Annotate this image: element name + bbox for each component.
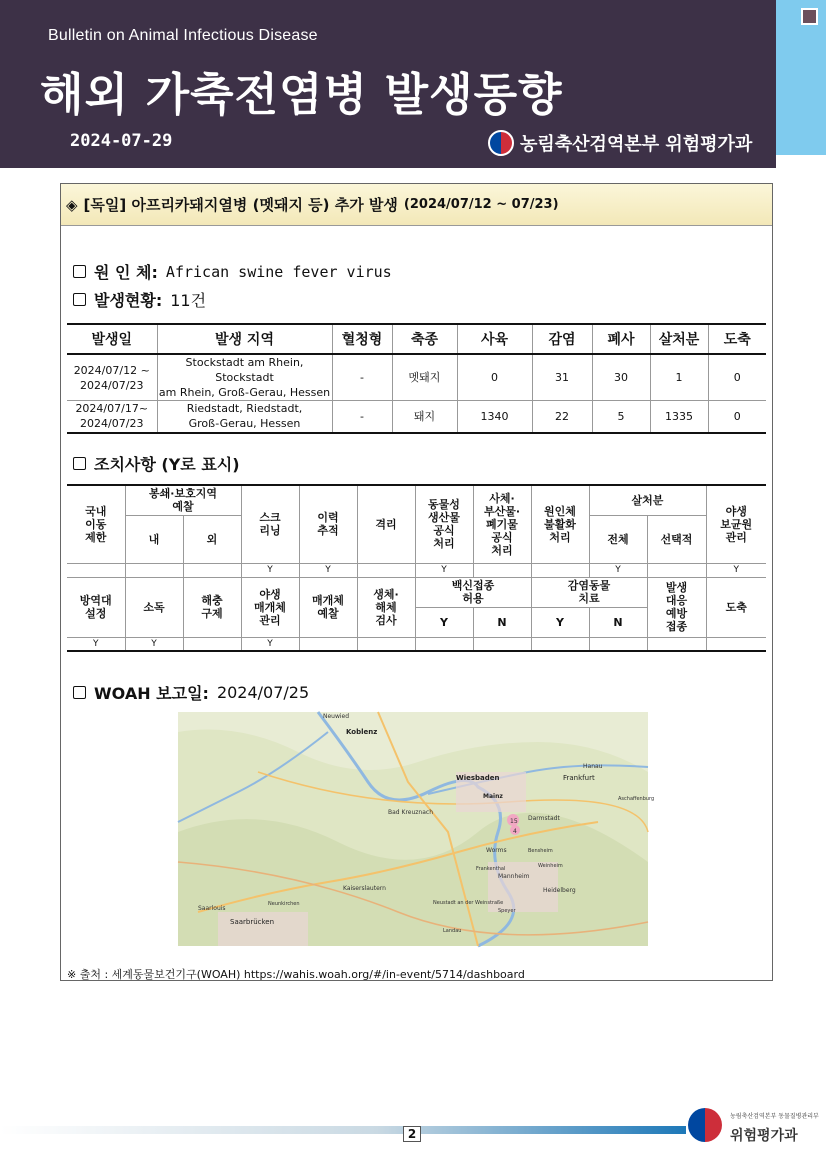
organization-name: 농림축산검역본부 위험평가과 (520, 134, 753, 155)
report-title-bar (61, 184, 772, 226)
checkbox-square-icon (73, 265, 86, 278)
map-city-label: Bensheim (528, 848, 553, 854)
page-number: 2 (403, 1126, 421, 1142)
organization (488, 130, 752, 156)
slaughtered-cell: 0 (708, 401, 766, 433)
measure-cell (299, 637, 357, 651)
column-header: 사육 (457, 324, 532, 354)
measure-cell: Y (706, 563, 766, 577)
header-zone-setting: 방역대 설정 (67, 577, 125, 637)
bulletin-subtitle: Bulletin on Animal Infectious Disease (48, 27, 318, 44)
culled-cell: 1335 (650, 401, 708, 433)
header-banner (0, 0, 776, 168)
footer-division: 위험평가과 (730, 1128, 798, 1144)
header-wild-vector: 야생 매개체 관리 (241, 577, 299, 637)
measure-cell (706, 637, 766, 651)
header-screening: 스크 리닝 (241, 485, 299, 563)
map-city-label: Saarlouis (198, 905, 226, 912)
map-city-label: Kaiserslautern (343, 885, 386, 892)
measure-cell (531, 637, 589, 651)
dead-cell: 5 (592, 401, 650, 433)
measure-cell (647, 637, 706, 651)
header-quarantine: 격리 (357, 485, 415, 563)
header-vacc-yes: Y (415, 607, 473, 637)
header-carcass-disposal: 사체· 부산물· 폐기물 공식 처리 (473, 485, 531, 563)
map-city-label: Neunkirchen (268, 901, 300, 907)
column-header: 축종 (392, 324, 457, 354)
measures-value-row-2 (67, 637, 766, 651)
outbreak-table (67, 323, 766, 434)
header-pest-control: 해충 구제 (183, 577, 241, 637)
map-city-label: Koblenz (346, 728, 378, 736)
header-wildlife-reservoir: 야생 보균원 관리 (706, 485, 766, 563)
culled-cell: 1 (650, 354, 708, 401)
measure-cell: Y (299, 563, 357, 577)
marker-label: 15 (510, 818, 518, 825)
map-city-label: Frankenthal (476, 866, 506, 872)
column-header: 도축 (708, 324, 766, 354)
column-header: 폐사 (592, 324, 650, 354)
measure-cell (357, 563, 415, 577)
status-label: 발생현황: (94, 291, 163, 310)
measures-value-row (67, 563, 766, 577)
measures-label: 조치사항 (Y로 표시) (94, 455, 240, 474)
measure-cell: Y (241, 637, 299, 651)
header-cull-selective: 선택적 (647, 515, 706, 563)
report-period: (2024/07/12 ~ 07/23) (403, 197, 559, 212)
map-city-label: Landau (443, 928, 462, 934)
map-city-label: Bad Kreuznach (388, 809, 434, 816)
map-city-label: Speyer (498, 908, 516, 914)
measures-table (67, 484, 766, 652)
raised-cell: 0 (457, 354, 532, 401)
decorative-square (801, 8, 818, 25)
region-cell: Stockstadt am Rhein, Stockstadt am Rhein, Groß-Gerau, Hessen (158, 356, 331, 399)
header-inspection: 생체· 해체 검사 (357, 577, 415, 637)
measure-cell (531, 563, 589, 577)
table-row (67, 401, 766, 433)
measure-cell: Y (241, 563, 299, 577)
map-city-label: Saarbrücken (230, 918, 275, 926)
header-inactivation: 원인체 불활화 처리 (531, 485, 589, 563)
header-official-disposal: 동물성 생산물 공식 처리 (415, 485, 473, 563)
measure-cell (415, 637, 473, 651)
map-city-label: Mannheim (498, 873, 530, 880)
column-header: 발생 지역 (157, 324, 332, 354)
status-value: 11건 (170, 291, 207, 310)
measure-cell (473, 563, 531, 577)
column-header: 감염 (532, 324, 592, 354)
checkbox-square-icon (73, 686, 86, 699)
footer-department: 농림축산검역본부 동물질병관리부 (730, 1113, 819, 1120)
header-traceability: 이력 추적 (299, 485, 357, 563)
map-svg (178, 712, 655, 946)
serotype-cell: - (332, 401, 392, 433)
map-city-label: Worms (486, 847, 507, 854)
map-city-label: Neustadt an der Weinstraße (433, 900, 504, 906)
header-slaughter: 도축 (706, 577, 766, 637)
dead-cell: 30 (592, 354, 650, 401)
status-line (73, 288, 206, 311)
measure-cell (357, 637, 415, 651)
header-preventive-vaccination: 발생 대응 예방 접종 (647, 577, 706, 637)
page-title: 해외 가축전염병 발생동향 (40, 68, 563, 121)
column-header: 살처분 (650, 324, 708, 354)
region-cell: Riedstadt, Riedstadt, Groß-Gerau, Hessen (157, 401, 332, 433)
map-city-label: Mainz (483, 793, 503, 800)
map-city-label: Hanau (583, 763, 603, 770)
raised-cell: 1340 (457, 401, 532, 433)
header-treat-no: N (589, 607, 647, 637)
taeguk-emblem-icon (488, 130, 514, 156)
measure-cell (473, 637, 531, 651)
agent-label: 원 인 체: (94, 263, 158, 282)
column-header: 혈청형 (332, 324, 392, 354)
species-cell: 돼지 (392, 401, 457, 433)
header-zone-outside: 외 (183, 515, 241, 563)
map-city-label: Heidelberg (543, 887, 576, 894)
map-city-label: Frankfurt (563, 774, 595, 782)
footer-line (0, 1126, 686, 1134)
serotype-cell: - (332, 354, 392, 401)
map-city-label: Weinheim (538, 863, 563, 869)
report-box (60, 183, 773, 981)
measure-cell (183, 563, 241, 577)
measure-cell (647, 563, 706, 577)
footer-emblem-icon (688, 1108, 722, 1142)
measures-header-row (67, 485, 766, 515)
header-move-restriction: 국내 이동 제한 (67, 485, 125, 563)
header-zone-inside: 내 (125, 515, 183, 563)
slaughtered-cell: 0 (708, 354, 766, 401)
diamond-icon: ◈ (66, 195, 78, 214)
header-zone-surveillance: 봉쇄·보호지역 예찰 (125, 485, 241, 515)
marker-label: 4 (513, 828, 517, 835)
header-vaccination: 백신접종 허용 (415, 577, 531, 607)
measure-cell (125, 563, 183, 577)
map-city-label: Neuwied (323, 713, 350, 720)
woah-label: WOAH 보고일: (94, 684, 209, 703)
map-city-label: Aschaffenburg (618, 796, 655, 802)
date-cell: 2024/07/17~ 2024/07/23 (67, 401, 157, 433)
checkbox-square-icon (73, 457, 86, 470)
measure-cell: Y (125, 637, 183, 651)
woah-line (73, 681, 309, 704)
header-vector-surveillance: 매개체 예찰 (299, 577, 357, 637)
infected-cell: 22 (532, 401, 592, 433)
species-cell: 멧돼지 (392, 354, 457, 401)
measure-cell (67, 563, 125, 577)
date-cell: 2024/07/12 ~ 2024/07/23 (67, 354, 157, 401)
measure-cell (589, 637, 647, 651)
infected-cell: 31 (532, 354, 592, 401)
source-note: ※ 출처 : 세계동물보건기구(WOAH) https://wahis.woah.org/#/in-event/5714/dashboard (67, 968, 525, 981)
table-header-row (67, 324, 766, 354)
header-culling: 살처분 (589, 485, 706, 515)
measures-line (73, 452, 240, 475)
checkbox-square-icon (73, 293, 86, 306)
measures-header-row-2 (67, 577, 766, 607)
woah-date: 2024/07/25 (216, 683, 310, 702)
map-city-label: Wiesbaden (456, 774, 500, 782)
measure-cell: Y (67, 637, 125, 651)
header-treatment: 감염동물 치료 (531, 577, 647, 607)
bulletin-date: 2024-07-29 (70, 131, 173, 151)
header-disinfection: 소독 (125, 577, 183, 637)
agent-line (73, 260, 392, 283)
column-header: 발생일 (67, 324, 157, 354)
outbreak-map[interactable] (178, 712, 655, 946)
table-row (67, 354, 766, 401)
measure-cell (183, 637, 241, 651)
header-vacc-no: N (473, 607, 531, 637)
header-treat-yes: Y (531, 607, 589, 637)
agent-value: African swine fever virus (165, 262, 392, 281)
measure-cell: Y (415, 563, 473, 577)
header-cull-total: 전체 (589, 515, 647, 563)
map-city-label: Darmstadt (528, 815, 560, 822)
measure-cell: Y (589, 563, 647, 577)
report-title: [독일] 아프리카돼지열병 (멧돼지 등) 추가 발생 (83, 196, 398, 214)
